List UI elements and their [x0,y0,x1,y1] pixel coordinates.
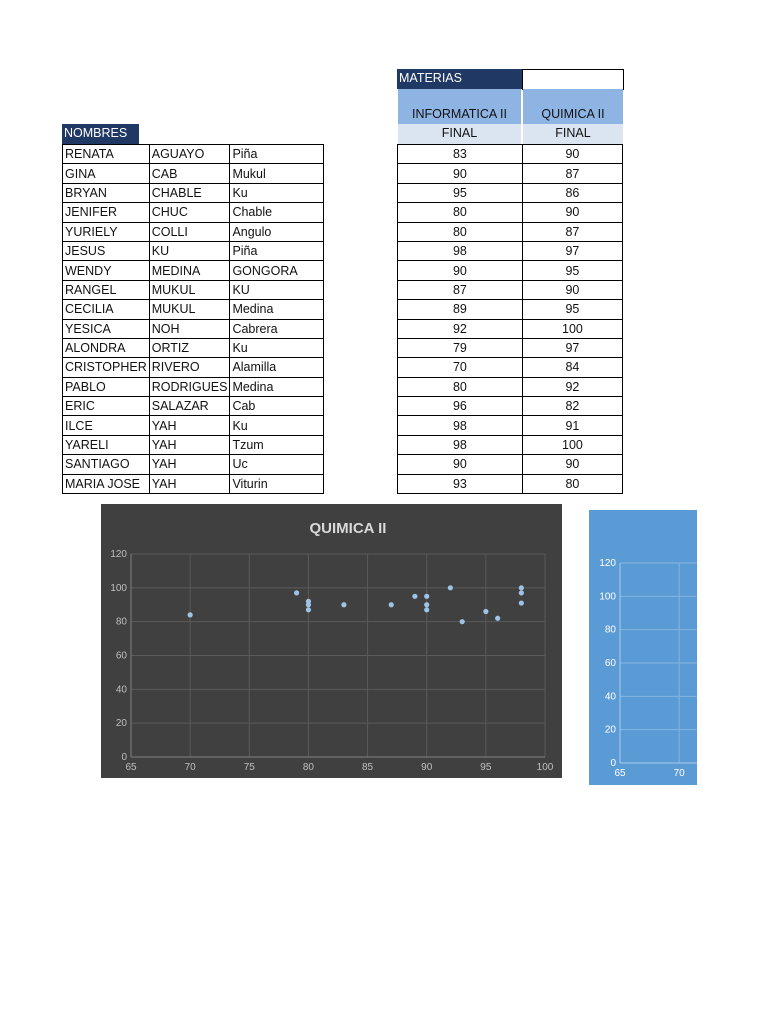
x-tick-label: 90 [421,762,433,773]
table-row [63,455,324,474]
name-cell-first[interactable]: RENATA [63,145,150,164]
data-point [460,619,465,624]
x-tick-label: 85 [362,762,374,773]
name-cell-first[interactable]: ERIC [63,397,150,416]
table-row [63,319,324,338]
table-row [63,397,324,416]
y-tick-label: 120 [599,558,616,569]
name-cell-first[interactable]: RANGEL [63,280,150,299]
name-cell-first[interactable]: MARIA JOSE [63,474,150,493]
name-cell-last1[interactable]: CHUC [149,203,230,222]
name-cell-first[interactable]: YURIELY [63,222,150,241]
table-row [63,377,324,396]
score-cell-informatica[interactable]: 98 [398,435,523,454]
name-cell-last2[interactable]: Alamilla [230,358,324,377]
name-cell-last1[interactable]: MEDINA [149,261,230,280]
name-cell-last1[interactable]: NOH [149,319,230,338]
name-cell-last1[interactable]: CAB [149,164,230,183]
score-cell-informatica[interactable]: 90 [398,261,523,280]
name-cell-first[interactable]: YESICA [63,319,150,338]
name-cell-last2[interactable]: Tzum [230,435,324,454]
score-cell-quimica[interactable]: 100 [522,319,622,338]
y-tick-label: 120 [110,549,127,560]
name-cell-last2[interactable]: Chable [230,203,324,222]
table-row [63,183,324,202]
name-cell-last2[interactable]: Cabrera [230,319,324,338]
table-row [63,241,324,260]
score-cell-informatica[interactable]: 80 [398,203,523,222]
name-cell-last2[interactable]: Piña [230,241,324,260]
table-row [63,222,324,241]
score-cell-informatica[interactable]: 98 [398,241,523,260]
table-row [398,183,623,202]
name-cell-last1[interactable]: YAH [149,455,230,474]
data-point [424,594,429,599]
y-tick-label: 20 [604,724,616,736]
y-tick-label: 0 [610,758,616,769]
table-row [63,280,324,299]
subject-informatica-header: INFORMATICA II [398,89,521,124]
table-row [63,474,324,493]
score-cell-quimica[interactable]: 92 [522,377,622,396]
x-tick-label: 65 [125,762,137,773]
data-point [424,602,429,607]
name-cell-last1[interactable]: CHABLE [149,183,230,202]
name-cell-first[interactable]: ILCE [63,416,150,435]
name-cell-first[interactable]: JESUS [63,241,150,260]
score-cell-informatica[interactable]: 80 [398,377,523,396]
y-tick-label: 100 [110,582,127,594]
name-cell-last2[interactable]: Mukul [230,164,324,183]
y-tick-label: 40 [604,691,616,703]
score-cell-informatica[interactable]: 70 [398,358,523,377]
table-row [63,145,324,164]
name-cell-first[interactable]: ALONDRA [63,338,150,357]
name-cell-first[interactable]: CECILIA [63,300,150,319]
name-cell-last1[interactable]: RIVERO [149,358,230,377]
name-cell-last1[interactable]: MUKUL [149,280,230,299]
name-cell-last1[interactable]: SALAZAR [149,397,230,416]
score-cell-quimica[interactable]: 91 [522,416,622,435]
data-point [424,607,429,612]
table-row [63,261,324,280]
name-cell-last1[interactable]: KU [149,241,230,260]
name-cell-last2[interactable]: Medina [230,300,324,319]
score-cell-informatica[interactable]: 83 [398,145,523,164]
table-row [398,203,623,222]
table-row [398,261,623,280]
data-point [306,607,311,612]
name-cell-first[interactable]: JENIFER [63,203,150,222]
table-row [398,145,623,164]
data-point [294,590,299,595]
nombres-header: NOMBRES [62,124,139,144]
scores-table [397,144,623,494]
score-cell-quimica[interactable]: 84 [522,358,622,377]
x-tick-label: 70 [184,762,196,773]
x-tick-label: 65 [614,768,626,779]
score-cell-informatica[interactable]: 90 [398,164,523,183]
chart-svg [101,504,562,778]
table-row [398,435,623,454]
score-cell-informatica[interactable]: 90 [398,455,523,474]
score-cell-quimica[interactable]: 80 [522,474,622,493]
data-point [519,600,524,605]
name-cell-last2[interactable]: Angulo [230,222,324,241]
table-row [63,435,324,454]
final-header-informatica: FINAL [398,124,521,144]
y-tick-label: 60 [604,658,616,669]
name-cell-first[interactable]: WENDY [63,261,150,280]
table-row [63,203,324,222]
table-row [63,338,324,357]
score-cell-quimica[interactable]: 97 [522,338,622,357]
name-cell-last1[interactable]: AGUAYO [149,145,230,164]
subject-quimica-header: QUIMICA II [523,89,623,124]
name-cell-first[interactable]: PABLO [63,377,150,396]
name-cell-first[interactable]: YARELI [63,435,150,454]
score-cell-quimica[interactable]: 95 [522,261,622,280]
name-cell-last2[interactable]: Piña [230,145,324,164]
names-table [62,144,324,494]
table-row [398,241,623,260]
y-tick-label: 0 [121,752,127,763]
score-cell-informatica[interactable]: 98 [398,416,523,435]
name-cell-last2[interactable]: Ku [230,183,324,202]
name-cell-last1[interactable]: YAH [149,474,230,493]
score-cell-quimica[interactable]: 87 [522,164,622,183]
table-row [63,300,324,319]
score-cell-informatica[interactable]: 89 [398,300,523,319]
x-tick-label: 80 [302,762,314,773]
table-row [398,319,623,338]
name-cell-last1[interactable]: COLLI [149,222,230,241]
chart-svg-secondary [589,510,697,785]
data-point [495,616,500,621]
score-cell-informatica[interactable]: 93 [398,474,523,493]
data-point [306,599,311,604]
name-cell-last2[interactable]: Ku [230,338,324,357]
table-row [398,397,623,416]
score-cell-informatica[interactable]: 87 [398,280,523,299]
score-cell-quimica[interactable]: 87 [522,222,622,241]
score-cell-quimica[interactable]: 82 [522,397,622,416]
name-cell-last2[interactable]: Viturin [230,474,324,493]
quimica-scatter-chart[interactable] [101,504,562,778]
name-cell-first[interactable]: BRYAN [63,183,150,202]
y-tick-label: 40 [115,684,127,696]
y-tick-label: 20 [115,718,127,730]
score-cell-quimica[interactable]: 90 [522,280,622,299]
table-row [398,474,623,493]
y-tick-label: 100 [599,591,616,603]
name-cell-last1[interactable]: ORTIZ [149,338,230,357]
table-row [398,300,623,319]
name-cell-last1[interactable]: YAH [149,416,230,435]
name-cell-first[interactable]: CRISTOPHER [63,358,150,377]
data-point [412,594,417,599]
table-row [398,338,623,357]
table-row [398,358,623,377]
score-cell-quimica[interactable]: 97 [522,241,622,260]
data-point [188,612,193,617]
y-tick-label: 60 [115,650,127,662]
table-row [398,280,623,299]
score-cell-quimica[interactable]: 86 [522,183,622,202]
table-row [398,222,623,241]
x-tick-label: 100 [536,762,554,773]
x-tick-label: 95 [480,762,492,773]
table-row [63,358,324,377]
secondary-scatter-chart[interactable] [589,510,697,785]
empty-header-cell [522,69,624,90]
data-point [389,602,394,607]
table-row [398,377,623,396]
score-cell-quimica[interactable]: 95 [522,300,622,319]
score-cell-informatica[interactable]: 92 [398,319,523,338]
name-cell-last2[interactable]: KU [230,280,324,299]
name-cell-last1[interactable]: YAH [149,435,230,454]
score-cell-quimica[interactable]: 100 [522,435,622,454]
name-cell-last2[interactable]: Ku [230,416,324,435]
table-row [398,416,623,435]
table-row [63,416,324,435]
name-cell-last2[interactable]: Cab [230,397,324,416]
materias-header: MATERIAS [397,69,523,89]
data-point [448,585,453,590]
data-point [483,609,488,614]
x-tick-label: 70 [673,768,685,779]
score-cell-informatica[interactable]: 95 [398,183,523,202]
score-cell-quimica[interactable]: 90 [522,145,622,164]
chart-title: QUIMICA II [309,520,387,537]
name-cell-last2[interactable]: GONGORA [230,261,324,280]
name-cell-last2[interactable]: Medina [230,377,324,396]
name-cell-first[interactable]: GINA [63,164,150,183]
table-row [398,164,623,183]
data-point [519,590,524,595]
x-tick-label: 75 [243,762,255,773]
score-cell-quimica[interactable]: 90 [522,455,622,474]
name-cell-last2[interactable]: Uc [230,455,324,474]
score-cell-informatica[interactable]: 79 [398,338,523,357]
table-row [398,455,623,474]
data-point [519,585,524,590]
data-point [341,602,346,607]
final-header-quimica: FINAL [523,124,623,144]
name-cell-last1[interactable]: MUKUL [149,300,230,319]
score-cell-quimica[interactable]: 90 [522,203,622,222]
name-cell-last1[interactable]: RODRIGUES [149,377,230,396]
y-tick-label: 80 [115,616,127,628]
table-row [63,164,324,183]
score-cell-informatica[interactable]: 80 [398,222,523,241]
name-cell-first[interactable]: SANTIAGO [63,455,150,474]
y-tick-label: 80 [604,624,616,636]
score-cell-informatica[interactable]: 96 [398,397,523,416]
